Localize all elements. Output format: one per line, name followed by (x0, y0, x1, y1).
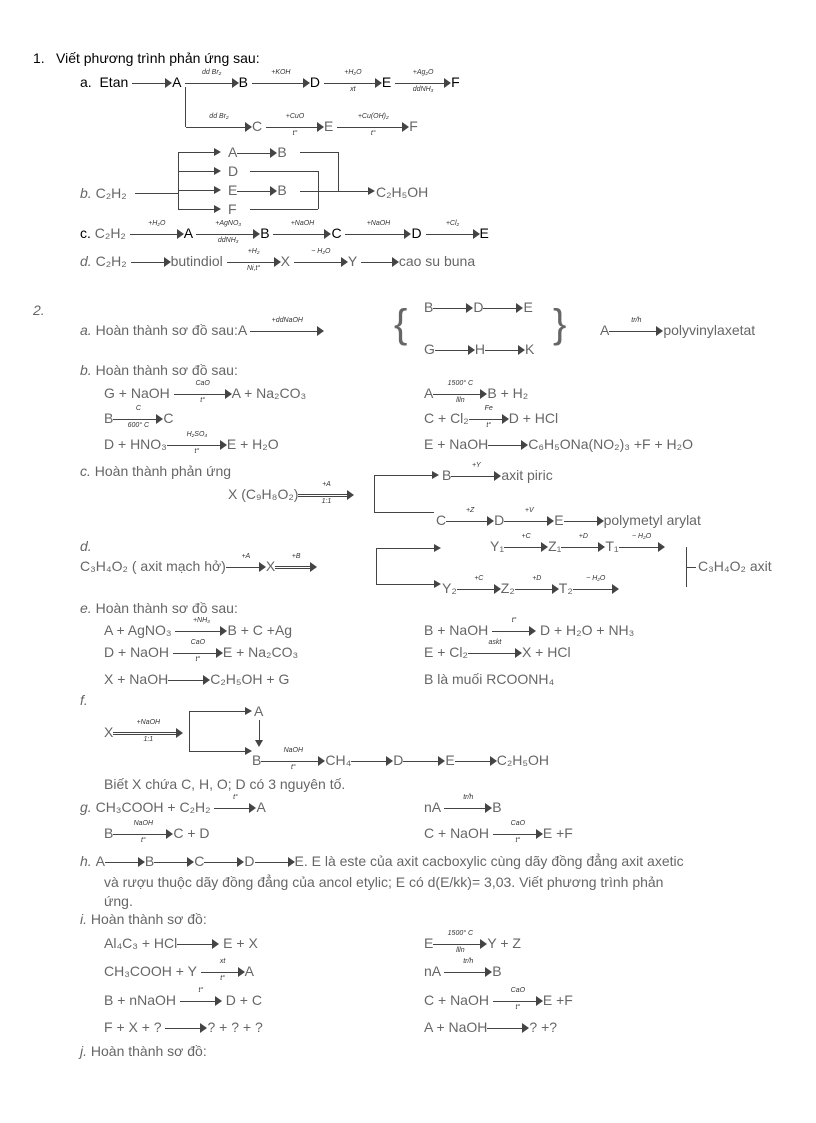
q2e-l2b: E + Cl₂ askt X + HCl (424, 639, 571, 660)
q2e-l1b: B + NaOH t° D + H₂O + NH₃ (424, 617, 635, 638)
arrow: dd Br₂ (185, 75, 239, 91)
q2d-y1: Y₁ +C Z₁ +D T₁ − H₂O (490, 538, 665, 555)
arrow: +AgNO₃ ddNH₃ (196, 226, 260, 242)
q1d: d. C₂H₂ butindiol $\frac{\text{+H₂}}{Ni,t^\circ}$ X − H₂O Y cao su buna (80, 248, 476, 273)
arrow: +Ag₂O ddNH₃ (395, 75, 451, 91)
connector (300, 152, 338, 153)
q2i-l2b: nA tr/h B (424, 958, 502, 979)
q1-title: Viết phương trình phản ứng sau: (56, 50, 260, 66)
q2b-l3b: E + NaOH C₆H₅ONa(NO₂)₃ +F + H₂O (424, 436, 693, 452)
q2e: e. Hoàn thành sơ đồ sau: (80, 600, 238, 616)
arrowhead (245, 747, 252, 755)
c2h2: C₂H₂ (95, 185, 127, 201)
q1b (80, 185, 127, 201)
connector (250, 209, 318, 210)
q2b: b. Hoàn thành sơ đồ sau: (80, 362, 238, 378)
connector (374, 475, 434, 476)
arrow: − H₂O (294, 254, 348, 270)
connector (686, 567, 696, 568)
arrowhead (368, 187, 375, 195)
connector (189, 711, 190, 751)
connector (259, 720, 260, 742)
connector (189, 711, 247, 712)
connector (178, 152, 179, 210)
q2i-l3b: C + NaOH CaO t° E +F (424, 987, 573, 1012)
connector (374, 512, 434, 513)
node-f: F (409, 118, 418, 134)
q2g-l2b: C + NaOH CaO t° E +F (424, 820, 573, 845)
arrowhead (432, 471, 439, 479)
q2i-l1b: E $\frac{1500^\circ C}{llln}$ Y + Z (424, 930, 521, 955)
q2e-l1a: A + AgNO₃ +NH₃ B + C +Ag (104, 617, 293, 638)
q1c: c. C₂H₂ +H₂O A +AgNO₃ ddNH₃ B +NaOH C +NaOH D +Cl₂ E (80, 220, 489, 245)
q2f-b: B NaOH t° CH₄ D E C₂H₅OH (252, 747, 550, 772)
q2b-l3a: D + HNO₃ $\frac{\text{H₂SO₄}}{t^\circ}$ E + H₂O (104, 431, 279, 456)
arrow: +H₂O (130, 226, 184, 242)
etan: Etan (99, 74, 129, 90)
arrowhead (434, 580, 441, 588)
q2e-l3a: X + NaOH C₂H₅OH + G (104, 671, 290, 687)
arrow: +ddNaOH (250, 323, 324, 339)
arrowhead (255, 740, 263, 747)
q2i-l4b: A + NaOH ? +? (424, 1019, 558, 1035)
q2b-l1a: G + NaOH CaO t° A + Na₂CO₃ (104, 380, 307, 405)
q2c: c. Hoàn thành phản ứng (80, 463, 232, 479)
arrow: $\frac{\text{+H₂O}}{xt}$ (324, 75, 382, 91)
q2c-c: C +Z D +V E polymetyl arylat (436, 507, 701, 528)
q2a-poly: A tr/h polyvinylaxetat (600, 317, 756, 338)
connector (376, 584, 436, 585)
q2a-row1: B D E (424, 299, 533, 315)
node-b: B (238, 74, 248, 90)
arrow: +CuO t° (266, 119, 324, 135)
q2c-x: X (C₉H₈O₂) $\frac{+A}{1:1}$ (228, 486, 354, 503)
right-brace: } (553, 302, 567, 346)
connector (178, 152, 216, 153)
connector (300, 191, 370, 192)
arrow (237, 145, 277, 161)
q2i: i. Hoàn thành sơ đồ: (80, 911, 207, 927)
node-d: D (309, 74, 320, 90)
arrow: $\frac{\text{+H₂}}{Ni,t^\circ}$ (227, 254, 281, 270)
arrow: $\frac{\text{+Cu(OH)₂}}{t^\circ}$ (337, 119, 409, 135)
q2g-l1: g. CH₃COOH + C₂H₂ t° A (80, 794, 266, 815)
q2h-l2: và rượu thuộc dãy đồng đẳng của ancol etylic; E có d(E/kk)= 3,03. Viết phương trình phản (104, 874, 664, 890)
connector (178, 171, 216, 172)
arrowhead (434, 544, 441, 552)
connector (374, 475, 375, 513)
q2e-l2a: D + NaOH CaO t° E + Na₂CO₃ (104, 639, 299, 664)
arrow: +NaOH (345, 226, 411, 242)
arrow (237, 183, 277, 199)
q2-number: 2. (33, 302, 45, 318)
arrowhead (214, 205, 221, 213)
q2g-l2: B NaOH t° C + D (104, 820, 210, 845)
node-c: C (252, 118, 263, 134)
c2h5oh: C₂H₅OH (376, 184, 429, 200)
connector (318, 171, 319, 209)
node-f: F (451, 74, 460, 90)
arrowhead (214, 148, 221, 156)
q2d-end: C₃H₄O₂ axit (698, 558, 772, 574)
q2d-y2: Y₂ +C Z₂ +D T₂ − H₂O (442, 580, 619, 597)
q2f-x: X +NaOH 1:1 (104, 724, 183, 741)
q1a-line2 (186, 113, 418, 138)
arrow: +KOH (252, 75, 310, 91)
q2d-start: C₃H₄O₂ ( axit mạch hở) +A X +B (80, 558, 317, 575)
q1a-line1 (80, 69, 460, 94)
node-e: E (324, 118, 334, 134)
connector (376, 548, 436, 549)
arrowhead (245, 707, 252, 715)
q2e-l3b: B là muối RCOONH₄ (424, 671, 555, 687)
b-row-f: F (228, 201, 237, 217)
q2f-label: f. (80, 692, 88, 708)
arrow: dd Br₂ (186, 119, 252, 135)
q2i-l4a: F + X + ? ? + ? + ? (104, 1019, 263, 1035)
q2b-l2a: B $\frac{C}{600^\circ C}$ C (104, 405, 174, 430)
q2g-l1b: nA tr/h B (424, 794, 502, 815)
q2b-l1b: A $\frac{1500^\circ C}{llln}$ B + H₂ (424, 380, 529, 405)
b-row-d: D (228, 163, 239, 179)
q2a-row2: G H K (424, 341, 535, 357)
q2i-l3a: B + nNaOH t° D + C (104, 987, 262, 1008)
arrow (361, 254, 399, 270)
q1b-label: b. (80, 185, 92, 201)
b-row-e: E B (228, 182, 287, 198)
q2h-l3: ứng. (104, 893, 133, 909)
connector (178, 209, 216, 210)
arrow: +NaOH (273, 226, 331, 242)
left-brace: { (394, 302, 408, 346)
q2h-l1: h. A B C D E. E là este của axit cacboxylic cùng dãy đồng đẳng axit axetic (80, 853, 684, 869)
q2j: j. Hoàn thành sơ đồ: (80, 1043, 207, 1059)
arrow: +Cl₂ (426, 226, 480, 242)
q2c-b: B +Y axit piric (442, 462, 553, 483)
connector (338, 152, 339, 192)
arrow (131, 254, 171, 270)
arrowhead (214, 186, 221, 194)
q1a-label: a. (80, 74, 92, 90)
node-a: A (172, 74, 181, 90)
arrowhead (214, 167, 221, 175)
q2d-label: d. (80, 538, 92, 554)
q2i-l1a: Al₄C₃ + HCl E + X (104, 935, 258, 951)
q2a: a. Hoàn thành sơ đồ sau:A +ddNaOH (80, 322, 324, 339)
q1-number: 1. (33, 50, 45, 66)
connector (178, 190, 216, 191)
arrow (132, 75, 172, 91)
q2i-l2a: CH₃COOH + Y $\frac{xt}{t^\circ}$ A (104, 958, 254, 983)
connector (376, 548, 377, 584)
q2b-l2b: C + Cl₂ $\frac{Fe}{t^\circ}$ D + HCl (424, 405, 559, 430)
q2f-a: A (254, 703, 264, 719)
node-e: E (381, 74, 392, 90)
b-row-a: A B (228, 144, 287, 160)
connector (135, 193, 178, 194)
connector (250, 171, 318, 172)
connector (189, 751, 247, 752)
q2f-note: Biết X chứa C, H, O; D có 3 nguyên tố. (104, 776, 346, 792)
